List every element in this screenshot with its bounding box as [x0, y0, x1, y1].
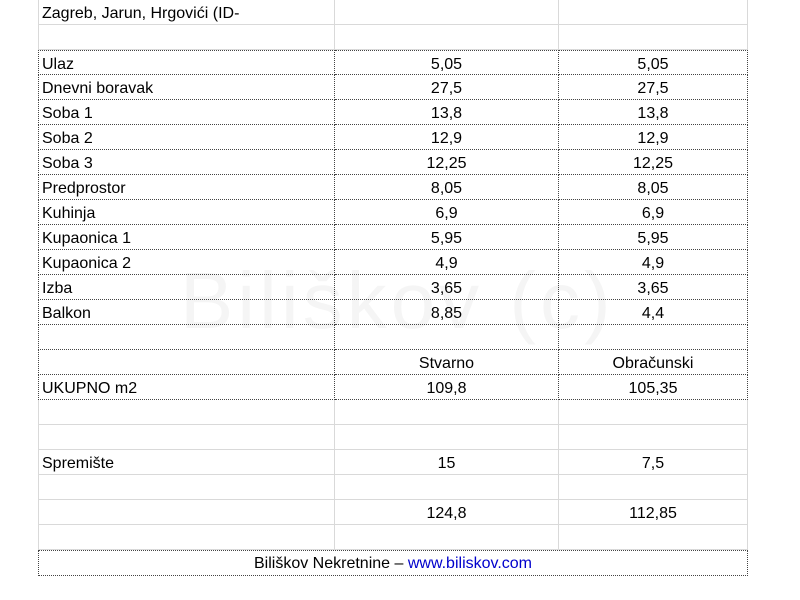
table-row [38, 300, 748, 325]
room-name: Kupaonica 1 [38, 225, 335, 250]
total-obracunski: 105,35 [559, 375, 748, 400]
room-obracunski: 12,25 [559, 150, 748, 175]
room-obracunski: 4,4 [559, 300, 748, 325]
empty-row [38, 400, 748, 425]
title-row [38, 0, 748, 25]
grand-total-obracunski: 112,85 [559, 500, 748, 525]
room-name: Balkon [38, 300, 335, 325]
room-name: Kupaonica 2 [38, 250, 335, 275]
table-row [38, 200, 748, 225]
spreadsheet [38, 0, 748, 576]
table-row [38, 50, 748, 75]
room-name: Predprostor [38, 175, 335, 200]
empty-row [38, 25, 748, 50]
room-obracunski: 4,9 [559, 250, 748, 275]
table-row [38, 100, 748, 125]
storage-label: Spremište [38, 450, 335, 475]
storage-stvarno: 15 [335, 450, 559, 475]
grand-total-stvarno: 124,8 [335, 500, 559, 525]
column-header-row [38, 350, 748, 375]
footer [38, 550, 748, 576]
room-name: Kuhinja [38, 200, 335, 225]
website-link[interactable]: www.biliskov.com [407, 555, 532, 572]
footer-company: Biliškov Nekretnine – [253, 555, 408, 572]
room-obracunski: 5,95 [559, 225, 748, 250]
storage-row [38, 450, 748, 475]
empty-row [38, 525, 748, 550]
empty-row [38, 425, 748, 450]
total-stvarno: 109,8 [335, 375, 559, 400]
table-row [38, 150, 748, 175]
table-row [38, 125, 748, 150]
room-name: Dnevni boravak [38, 75, 335, 100]
room-obracunski: 12,9 [559, 125, 748, 150]
room-name: Ulaz [38, 50, 335, 75]
header-stvarno: Stvarno [335, 350, 559, 375]
room-obracunski: 5,05 [559, 50, 748, 75]
table-row [38, 75, 748, 100]
table-row [38, 175, 748, 200]
room-obracunski: 13,8 [559, 100, 748, 125]
room-stvarno: 27,5 [335, 75, 559, 100]
room-obracunski: 3,65 [559, 275, 748, 300]
total-row [38, 375, 748, 400]
empty-row [38, 475, 748, 500]
room-stvarno: 5,95 [335, 225, 559, 250]
grand-total-row [38, 500, 748, 525]
room-obracunski: 6,9 [559, 200, 748, 225]
room-stvarno: 8,05 [335, 175, 559, 200]
room-stvarno: 5,05 [335, 50, 559, 75]
total-label: UKUPNO m2 [38, 375, 335, 400]
room-stvarno: 8,85 [335, 300, 559, 325]
room-obracunski: 27,5 [559, 75, 748, 100]
room-stvarno: 12,25 [335, 150, 559, 175]
room-stvarno: 13,8 [335, 100, 559, 125]
room-name: Izba [38, 275, 335, 300]
empty-cell [335, 0, 559, 25]
table-row [38, 250, 748, 275]
empty-cell [559, 0, 748, 25]
room-stvarno: 3,65 [335, 275, 559, 300]
room-name: Soba 3 [38, 150, 335, 175]
empty-row [38, 325, 748, 350]
title-cell: Zagreb, Jarun, Hrgovići (ID- [38, 0, 335, 25]
room-stvarno: 12,9 [335, 125, 559, 150]
room-obracunski: 8,05 [559, 175, 748, 200]
table-row [38, 225, 748, 250]
storage-obracunski: 7,5 [559, 450, 748, 475]
room-stvarno: 4,9 [335, 250, 559, 275]
table-row [38, 275, 748, 300]
header-obracunski: Obračunski [559, 350, 748, 375]
room-list [38, 50, 748, 325]
room-stvarno: 6,9 [335, 200, 559, 225]
room-name: Soba 1 [38, 100, 335, 125]
room-name: Soba 2 [38, 125, 335, 150]
